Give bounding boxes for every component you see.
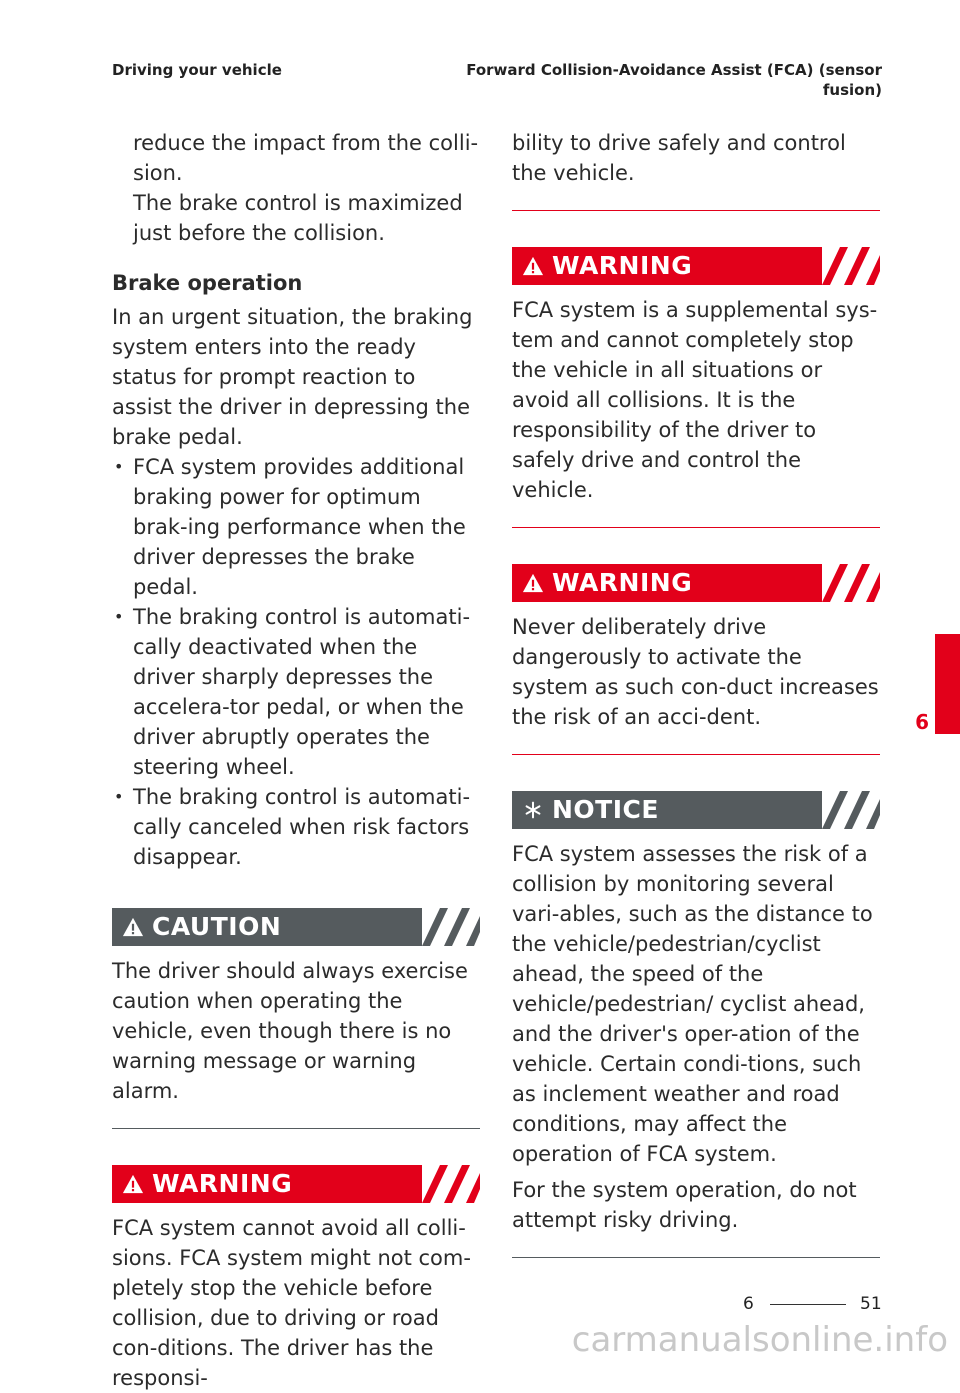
warning-text: FCA system cannot avoid all colli-sions. FCA system might not com-pletely stop the vehicle before collision, due to driving or road con-ditions. The driver has the responsi-: [112, 1216, 471, 1390]
caution-banner: [112, 908, 480, 946]
asterisk-icon: [522, 799, 544, 821]
list-item: • The braking control is automati-cally canceled when risk factors disappear.: [112, 782, 480, 872]
warning-rule: [512, 210, 880, 211]
watermark: carmanualsonline.info: [571, 1320, 948, 1360]
warning-triangle-icon: [122, 916, 144, 938]
stripes-decoration: [422, 1165, 480, 1203]
intro-line: just before the collision.: [133, 221, 385, 245]
warning-title: WARNING: [152, 1169, 293, 1198]
stripes-decoration: [822, 247, 880, 285]
warning-triangle-icon: [522, 572, 544, 594]
intro-line: sion.: [133, 161, 183, 185]
caution-title: CAUTION: [152, 912, 282, 941]
page-number: 51: [860, 1294, 882, 1314]
warning-triangle-icon: [522, 255, 544, 277]
running-header-right-line1: Forward Collision-Avoidance Assist (FCA) (sensor: [466, 61, 882, 79]
brake-operation-list: [112, 452, 480, 872]
notice-text: For the system operation, do not attempt risky driving.: [512, 1178, 857, 1232]
warning-title: WARNING: [552, 568, 693, 597]
list-item: • The braking control is automati-cally deactivated when the driver sharply depresses the accelera-tor pedal, or when the driver abruptly operates the steering wheel.: [112, 602, 480, 782]
notice-rule: [512, 1257, 880, 1258]
warning-banner: [512, 564, 880, 602]
warning-triangle-icon: [122, 1173, 144, 1195]
intro-line: The brake control is maximized: [133, 191, 463, 215]
right-column: [512, 128, 880, 1258]
left-column: [112, 128, 480, 1393]
chapter-tab-number: 6: [915, 710, 929, 734]
running-header-left: Driving your vehicle: [112, 61, 282, 79]
warning-text: FCA system is a supplemental sys-tem and cannot completely stop the vehicle in all situations or avoid all collisions. It is the responsibility of the driver to safely drive and control the vehicle.: [512, 298, 878, 502]
intro-block: [112, 128, 480, 248]
brake-operation-heading: Brake operation: [112, 271, 303, 295]
warning-banner: [112, 1165, 480, 1203]
warning-rule: [512, 527, 880, 528]
intro-line: reduce the impact from the colli-: [133, 131, 479, 155]
caution-text: The driver should always exercise caution when operating the vehicle, even though there is no warning message or warning alarm.: [112, 959, 468, 1103]
warning-title: WARNING: [552, 251, 693, 280]
warning-rule: [512, 754, 880, 755]
footer-divider: [770, 1304, 846, 1305]
stripes-decoration: [822, 564, 880, 602]
notice-title: NOTICE: [552, 795, 659, 824]
caution-rule: [112, 1128, 480, 1129]
stripes-decoration: [422, 908, 480, 946]
brake-operation-paragraph: In an urgent situation, the braking system enters into the ready status for prompt reaction to assist the driver in depressing the brake pedal.: [112, 305, 473, 449]
list-item: • FCA system provides additional braking power for optimum brak-ing performance when the driver depresses the brake pedal.: [112, 452, 480, 602]
footer-chapter-number: 6: [743, 1294, 754, 1314]
notice-text: FCA system assesses the risk of a collision by monitoring several vari-ables, such as the distance to the vehicle/pedestrian/cyclist ahead, the speed of the vehicle/pedestrian/ cyclist ahead, and the driver's oper-ation of the vehicle. Certain condi-tions, such as inclement weather and road conditions, may affect the operation of FCA system.: [512, 842, 873, 1166]
running-header-right-line2: fusion): [822, 81, 882, 99]
continued-text: bility to drive safely and control the vehicle.: [512, 131, 846, 185]
chapter-tab: [935, 634, 960, 734]
warning-banner: [512, 247, 880, 285]
notice-banner: [512, 791, 880, 829]
running-header-right: [462, 60, 882, 100]
warning-text: Never deliberately drive dangerously to activate the system as such con-duct increases the risk of an acci-dent.: [512, 615, 879, 729]
stripes-decoration: [822, 791, 880, 829]
